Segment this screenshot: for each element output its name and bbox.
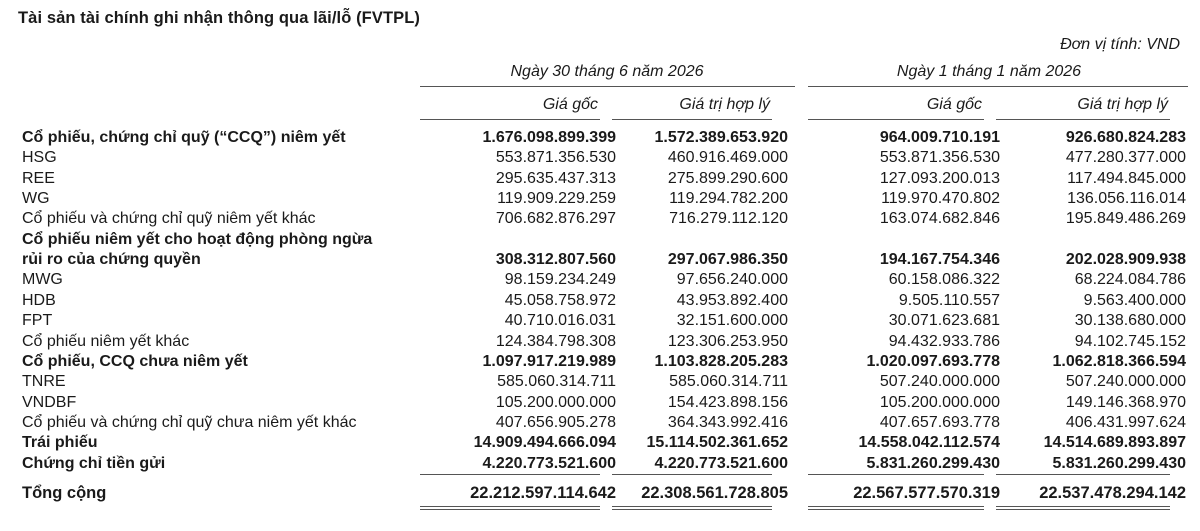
- table-row: [18, 230, 1188, 250]
- cell-cost-jun: 4.220.773.521.600: [482, 454, 616, 472]
- row-label: FPT: [22, 312, 53, 330]
- cell-fair-value-jun: 119.294.782.200: [669, 190, 788, 208]
- row-label: MWG: [22, 271, 63, 289]
- cell-cost-jan: 5.831.260.299.430: [866, 454, 1000, 472]
- cell-cost-jun: 105.200.000.000: [495, 393, 616, 411]
- total-rule-2a: [612, 506, 772, 507]
- row-label: Cổ phiếu niêm yết khác: [22, 332, 190, 350]
- total-fair-2: 22.537.478.294.142: [1039, 484, 1186, 502]
- cell-fair-value-jan: 507.240.000.000: [1065, 373, 1186, 391]
- cell-cost-jan: 60.158.086.322: [888, 271, 1000, 289]
- cell-cost-jun: 1.097.917.219.989: [482, 352, 616, 370]
- table-row: [18, 454, 1188, 474]
- cell-fair-value-jan: 94.102.745.152: [1074, 332, 1186, 350]
- cell-cost-jan: 119.970.470.802: [881, 190, 1000, 208]
- row-label: Cổ phiếu niêm yết cho hoạt động phòng ngừa: [22, 230, 373, 248]
- subheader-cost-1: Giá gốc: [542, 96, 598, 113]
- row-label: HSG: [22, 149, 57, 167]
- cell-fair-value-jan: 14.514.689.893.897: [1043, 434, 1186, 452]
- total-fair-1: 22.308.561.728.805: [641, 484, 788, 502]
- period-rule-1: [420, 86, 795, 87]
- cell-cost-jan: 507.240.000.000: [879, 373, 1000, 391]
- cell-fair-value-jan: 926.680.824.283: [1065, 129, 1186, 146]
- subheader-cost-2: Giá gốc: [926, 96, 982, 113]
- row-label: REE: [22, 169, 55, 187]
- row-label: Chứng chỉ tiền gửi: [22, 454, 166, 472]
- cell-cost-jun: 45.058.758.972: [504, 291, 616, 309]
- row-label: HDB: [22, 291, 56, 309]
- cell-fair-value-jun: 43.953.892.400: [676, 291, 788, 309]
- total-rule-2b: [612, 509, 772, 510]
- cell-fair-value-jan: 5.831.260.299.430: [1052, 454, 1186, 472]
- cell-cost-jan: 14.558.042.112.574: [858, 434, 1000, 452]
- total-cost-1: 22.212.597.114.642: [470, 484, 616, 502]
- cell-fair-value-jan: 477.280.377.000: [1065, 149, 1186, 167]
- total-rule-1a: [420, 506, 600, 507]
- cell-fair-value-jan: 30.138.680.000: [1074, 312, 1186, 330]
- cell-fair-value-jun: 585.060.314.711: [669, 373, 788, 391]
- table-row: [18, 433, 1188, 453]
- table-row: [18, 291, 1188, 311]
- total-label: Tổng cộng: [22, 484, 107, 502]
- row-label: TNRE: [22, 373, 66, 391]
- cell-fair-value-jun: 4.220.773.521.600: [654, 454, 788, 472]
- cell-cost-jan: 1.020.097.693.778: [866, 352, 1000, 370]
- cell-cost-jan: 163.074.682.846: [879, 210, 1000, 228]
- cell-fair-value-jun: 15.114.502.361.652: [646, 434, 788, 452]
- subheader-rule-1: [420, 119, 600, 120]
- table-row: [18, 311, 1188, 331]
- subheader-rule-2: [612, 119, 772, 120]
- cell-cost-jan: 30.071.623.681: [888, 312, 1000, 330]
- cell-fair-value-jan: 406.431.997.624: [1065, 413, 1186, 431]
- cell-cost-jun: 585.060.314.711: [497, 373, 616, 391]
- table-row: [18, 393, 1188, 413]
- cell-fair-value-jun: 364.343.992.416: [667, 413, 788, 431]
- row-label: WG: [22, 190, 50, 208]
- subtotal-rule-4: [996, 474, 1170, 475]
- table-row: [18, 169, 1188, 189]
- row-label: Cổ phiếu và chứng chỉ quỹ niêm yết khác: [22, 210, 316, 228]
- subtotal-rule-1: [420, 474, 600, 475]
- total-rule-4b: [996, 509, 1170, 510]
- table-row: [18, 352, 1188, 372]
- cell-fair-value-jun: 460.916.469.000: [667, 149, 788, 167]
- cell-cost-jun: 295.635.437.313: [495, 169, 616, 187]
- cell-cost-jan: 9.505.110.557: [898, 291, 1000, 309]
- cell-fair-value-jan: 68.224.084.786: [1074, 271, 1186, 289]
- row-label: Cổ phiếu, CCQ chưa niêm yết: [22, 352, 248, 370]
- row-label: rủi ro của chứng quyền: [22, 251, 201, 269]
- cell-fair-value-jun: 716.279.112.120: [669, 210, 788, 228]
- cell-cost-jun: 40.710.016.031: [504, 312, 616, 330]
- row-label: Cổ phiếu, chứng chỉ quỹ (“CCQ”) niêm yết: [22, 129, 346, 146]
- table-row: [18, 189, 1188, 209]
- table-row: [18, 372, 1188, 392]
- total-cost-2: 22.567.577.570.319: [853, 484, 1000, 502]
- cell-cost-jun: 706.682.876.297: [495, 210, 616, 228]
- total-rule-4a: [996, 506, 1170, 507]
- subheader-rule-4: [996, 119, 1170, 120]
- cell-cost-jun: 124.384.798.308: [495, 332, 616, 350]
- cell-fair-value-jun: 154.423.898.156: [667, 393, 788, 411]
- unit-note: Đơn vị tính: VND: [1060, 36, 1180, 53]
- total-row: [18, 483, 1188, 503]
- cell-cost-jan: 553.871.356.530: [879, 149, 1000, 167]
- period-header-1: Ngày 30 tháng 6 năm 2026: [510, 63, 704, 80]
- cell-cost-jun: 553.871.356.530: [495, 149, 616, 167]
- cell-fair-value-jun: 297.067.986.350: [667, 251, 788, 269]
- cell-cost-jan: 105.200.000.000: [879, 393, 1000, 411]
- table-row: [18, 250, 1188, 270]
- cell-fair-value-jun: 1.572.389.653.920: [654, 129, 788, 146]
- cell-cost-jun: 98.159.234.249: [504, 271, 616, 289]
- cell-fair-value-jun: 123.306.253.950: [667, 332, 788, 350]
- cell-fair-value-jan: 149.146.368.970: [1065, 393, 1186, 411]
- cell-cost-jan: 127.093.200.013: [879, 169, 1000, 187]
- cell-fair-value-jun: 1.103.828.205.283: [654, 352, 788, 370]
- cell-cost-jan: 964.009.710.191: [879, 129, 1000, 146]
- subheader-fair-1: Giá trị hợp lý: [679, 96, 770, 113]
- table-row: [18, 413, 1188, 433]
- cell-fair-value-jan: 1.062.818.366.594: [1052, 352, 1186, 370]
- cell-cost-jun: 308.312.807.560: [495, 251, 616, 269]
- cell-fair-value-jun: 32.151.600.000: [676, 312, 788, 330]
- cell-cost-jun: 14.909.494.666.094: [473, 434, 616, 452]
- cell-cost-jan: 407.657.693.778: [879, 413, 1000, 431]
- cell-fair-value-jun: 275.899.290.600: [667, 169, 788, 187]
- cell-cost-jun: 119.909.229.259: [497, 190, 616, 208]
- table-row: [18, 128, 1188, 148]
- total-rule-3a: [808, 506, 984, 507]
- table-row: [18, 270, 1188, 290]
- cell-cost-jun: 407.656.905.278: [495, 413, 616, 431]
- subheader-rule-3: [808, 119, 984, 120]
- period-rule-2: [808, 86, 1188, 87]
- table-row: [18, 148, 1188, 168]
- subheader-fair-2: Giá trị hợp lý: [1077, 96, 1168, 113]
- row-label: Trái phiếu: [22, 434, 98, 452]
- table-row: [18, 209, 1188, 229]
- cell-fair-value-jan: 9.563.400.000: [1083, 291, 1186, 309]
- cell-cost-jan: 94.432.933.786: [888, 332, 1000, 350]
- cell-fair-value-jan: 195.849.486.269: [1065, 210, 1186, 228]
- cell-cost-jan: 194.167.754.346: [879, 251, 1000, 269]
- total-rule-1b: [420, 509, 600, 510]
- row-label: Cổ phiếu và chứng chỉ quỹ chưa niêm yết khác: [22, 413, 357, 431]
- cell-fair-value-jan: 202.028.909.938: [1065, 251, 1186, 269]
- table-row: [18, 332, 1188, 352]
- cell-fair-value-jan: 136.056.116.014: [1067, 190, 1186, 208]
- total-rule-3b: [808, 509, 984, 510]
- cell-fair-value-jun: 97.656.240.000: [676, 271, 788, 289]
- period-header-2: Ngày 1 tháng 1 năm 2026: [896, 63, 1082, 80]
- row-label: VNDBF: [22, 393, 77, 411]
- cell-cost-jun: 1.676.098.899.399: [482, 129, 616, 146]
- subtotal-rule-3: [808, 474, 984, 475]
- cell-fair-value-jan: 117.494.845.000: [1067, 169, 1186, 187]
- subtotal-rule-2: [612, 474, 772, 475]
- table-title: Tài sản tài chính ghi nhận thông qua lãi/lỗ (FVTPL): [18, 9, 421, 27]
